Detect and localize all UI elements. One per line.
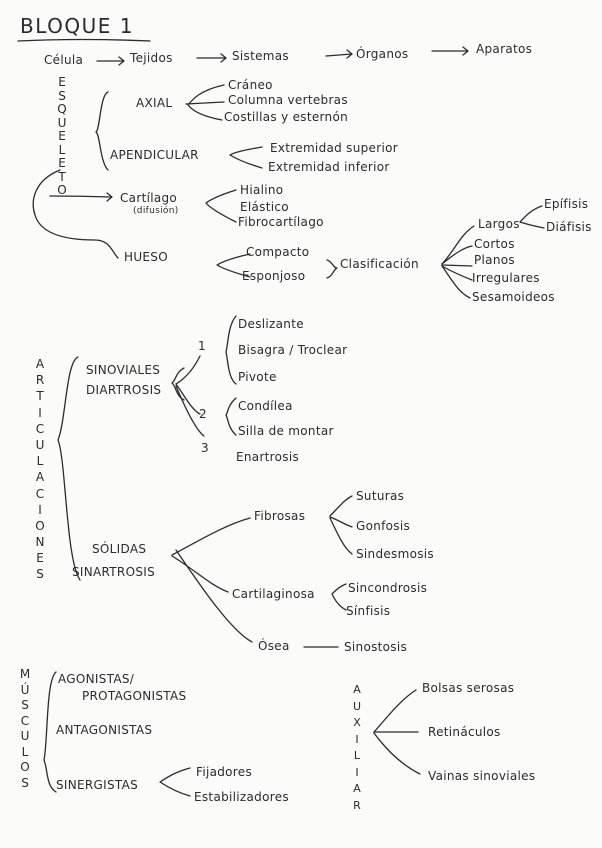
fibrosas-item-suturas: Suturas — [356, 489, 405, 503]
apendicular-item-superior: Extremidad superior — [270, 141, 398, 155]
hueso-parte-diafisis: Diáfisis — [546, 220, 592, 234]
chain-item-sistemas: Sistemas — [232, 49, 289, 63]
vertical-letter: A — [353, 782, 361, 795]
sinoviales-group-2-number: 2 — [199, 407, 207, 421]
solidas-label: SÓLIDAS — [92, 542, 147, 556]
axial-item-columna: Columna vertebras — [228, 93, 348, 107]
vertical-letter: C — [35, 421, 45, 436]
vertical-letter: I — [38, 405, 42, 420]
vertical-letter: L — [36, 454, 44, 469]
vertical-letter: T — [36, 389, 44, 404]
vertical-letter: T — [58, 169, 66, 184]
hueso-item-largos: Largos — [478, 217, 520, 231]
hueso-label: HUESO — [124, 250, 168, 264]
vertical-letter: A — [35, 470, 45, 485]
vertical-letter: I — [355, 765, 359, 779]
vertical-letter: X — [353, 716, 361, 729]
vertical-letter: U — [35, 437, 45, 452]
axial-label: AXIAL — [136, 96, 173, 110]
vertical-letter: U — [352, 699, 362, 713]
vertical-letter: E — [36, 551, 44, 566]
vertical-letter: I — [355, 732, 359, 746]
vertical-letter: O — [57, 183, 67, 197]
vertical-letter: O — [20, 760, 30, 774]
hueso-item-planos: Planos — [474, 253, 515, 267]
auxiliar-vertical-label — [350, 684, 364, 816]
osea-item-sinostosis: Sinostosis — [344, 640, 408, 654]
esqueleto-vertical-label — [55, 76, 69, 198]
vertical-letter: S — [58, 88, 66, 103]
vertical-letter: E — [58, 156, 66, 170]
fibrosas-item-gonfosis: Gonfosis — [356, 519, 411, 533]
cartilago-label: Cartílago — [120, 191, 178, 205]
chain-item-celula: Célula — [44, 53, 84, 67]
auxiliar-item-retinaculos: Retináculos — [428, 725, 501, 739]
vertical-letter: E — [58, 129, 66, 143]
hueso-clasificacion: Clasificación — [340, 257, 419, 271]
sinartrosis-label: SINARTROSIS — [72, 565, 155, 579]
vertical-letter: M — [19, 667, 31, 681]
hueso-item-cortos: Cortos — [474, 237, 515, 251]
articulaciones-vertical-label — [33, 358, 47, 585]
apendicular-label: APENDICULAR — [110, 148, 199, 162]
chain-item-aparatos: Aparatos — [476, 42, 533, 56]
sinoviales-group-3-number: 3 — [201, 441, 209, 455]
hueso-item-sesamoideos: Sesamoideos — [472, 290, 555, 304]
sinoviales-item-pivote: Pivote — [238, 370, 277, 384]
vertical-letter: L — [353, 749, 361, 762]
vertical-letter: Q — [57, 102, 67, 116]
musculos-item-antagonistas: ANTAGONISTAS — [56, 723, 153, 737]
chain-item-organos: Órganos — [356, 47, 409, 61]
vertical-letter: R — [353, 798, 361, 812]
vertical-letter: R — [35, 373, 45, 388]
musculos-vertical-label — [18, 668, 32, 792]
vertical-letter: A — [35, 357, 45, 371]
sinergistas-item-estabilizadores: Estabilizadores — [194, 790, 289, 804]
vertical-letter: C — [35, 486, 45, 501]
sinergistas-item-fijadores: Fijadores — [196, 765, 253, 779]
vertical-letter: U — [57, 115, 67, 130]
sinoviales-item-condilea: Condílea — [238, 399, 293, 413]
vertical-letter: Ú — [20, 682, 30, 697]
hueso-type-esponjoso: Esponjoso — [242, 269, 306, 283]
sinoviales-item-enartrosis: Enartrosis — [236, 450, 300, 464]
diartrosis-label: DIARTROSIS — [86, 383, 162, 397]
sinoviales-group-1-number: 1 — [198, 339, 206, 353]
hueso-type-compacto: Compacto — [246, 245, 310, 259]
vertical-letter: L — [21, 744, 29, 759]
fibrosas-item-sindesmosis: Sindesmosis — [356, 547, 434, 561]
auxiliar-item-bolsas: Bolsas serosas — [422, 681, 515, 695]
page-title: BLOQUE 1 — [20, 14, 134, 38]
axial-item-costillas: Costillas y esternón — [224, 110, 349, 124]
sinoviales-label: SINOVIALES — [86, 363, 161, 377]
vertical-letter: S — [21, 698, 29, 712]
axial-item-craneo: Cráneo — [228, 78, 273, 92]
chain-item-tejidos: Tejidos — [130, 51, 173, 65]
sinoviales-item-deslizante: Deslizante — [238, 317, 304, 331]
vertical-letter: C — [20, 713, 30, 728]
cartilaginosa-item-sincondrosis: Sincondrosis — [348, 581, 428, 595]
auxiliar-item-vainas: Vainas sinoviales — [428, 769, 536, 783]
sinoviales-item-bisagra: Bisagra / Troclear — [238, 343, 348, 357]
fibrosas-label: Fibrosas — [254, 509, 306, 523]
vertical-letter: L — [58, 142, 66, 157]
vertical-letter: S — [36, 567, 44, 582]
cartilago-item-fibrocartilago: Fibrocartílago — [238, 215, 324, 229]
cartilago-item-elastico: Elástico — [240, 200, 289, 214]
musculos-item-sinergistas: SINERGISTAS — [56, 778, 139, 792]
cartilaginosa-label: Cartilaginosa — [232, 587, 315, 601]
vertical-letter: O — [35, 518, 45, 533]
musculos-item-protagonistas: PROTAGONISTAS — [82, 689, 187, 703]
cartilago-note: (difusión) — [133, 206, 179, 216]
vertical-letter: E — [58, 75, 66, 89]
hueso-item-irregulares: Irregulares — [472, 271, 540, 285]
vertical-letter: A — [353, 683, 361, 696]
vertical-letter: I — [38, 502, 42, 517]
cartilago-item-hialino: Hialino — [240, 183, 284, 197]
sinoviales-item-silla: Silla de montar — [238, 424, 334, 438]
vertical-letter: U — [20, 729, 30, 743]
vertical-letter: N — [35, 535, 45, 550]
vertical-letter: S — [21, 775, 29, 790]
apendicular-item-inferior: Extremidad inferior — [268, 160, 390, 174]
musculos-item-agonistas: AGONISTAS/ — [58, 672, 135, 686]
hueso-parte-epifisis: Epífisis — [544, 197, 589, 211]
cartilaginosa-item-sinfisis: Sínfisis — [346, 604, 391, 618]
osea-label: Ósea — [258, 639, 290, 653]
